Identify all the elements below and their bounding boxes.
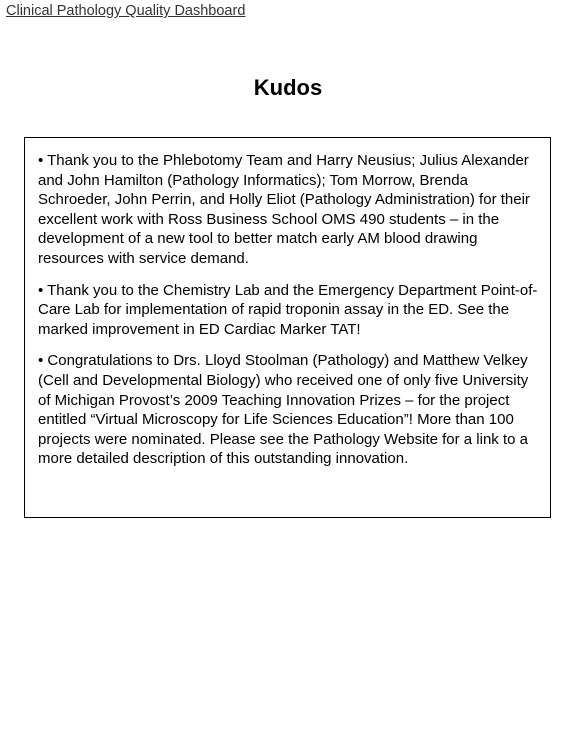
page-title: Kudos [253,75,323,100]
kudos-item-chemistry-lab: • Thank you to the Chemistry Lab and the Emergency Department Point-of-Care Lab for implementation of rapid troponin assay in the ED. See the marked improvement in ED Cardiac Marker TAT! [38,281,538,338]
kudos-item-teaching-prize: • Congratulations to Drs. Lloyd Stoolman (Pathology) and Matthew Velkey (Cell and Developmental Biology) who received one of only five University of Michigan Provost’s 2009 Teaching Innovation Prizes – for the project entitled “Virtual Microscopy for Life Sciences Education”! More than 100 projects were nominated. Please see the Pathology Website for a link to a more detailed description of this outstanding innovation. [38,352,529,468]
kudos-item-phlebotomy: • Thank you to the Phlebotomy Team and Harry Neusius; Julius Alexander and John Hamilton (Pathology Informatics); Tom Morrow, Brenda Schroeder, John Perrin, and Holly Eliot (Pathology Administration) for their excellent work with Ross Business School OMS 490 students – in the development of a new tool to better match early AM blood drawing resources with service demand. [38,152,530,267]
dashboard-link[interactable]: Clinical Pathology Quality Dashboard [6,3,246,19]
kudos-box [24,137,551,518]
